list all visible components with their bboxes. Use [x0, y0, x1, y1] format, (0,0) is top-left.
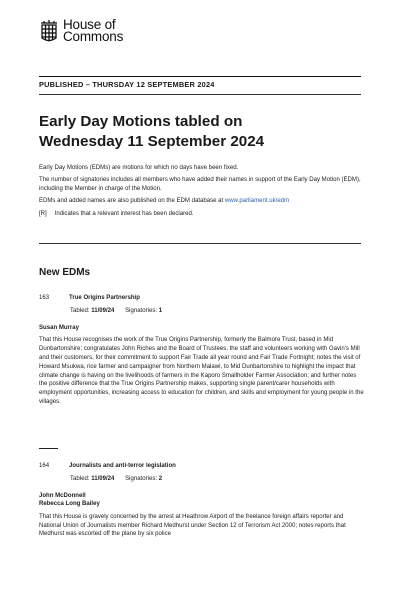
logo-wordmark [63, 19, 123, 43]
edm-title: Journalists and anti-terror legislation [69, 463, 176, 469]
intro-paragraph-3-text: EDMs and added names are also published on the EDM database at [39, 198, 225, 205]
intro-paragraph-2: The number of signatories includes all members who have added their names in support of the Early Day Motion (EDM), including the Member in charge of the Motion. [39, 177, 361, 192]
edm-sponsors [39, 492, 364, 509]
signatories-label: Signatories: [125, 476, 158, 482]
edm-header [39, 295, 364, 301]
portcullis-icon [39, 19, 59, 45]
intro-divider [39, 243, 361, 244]
edm-database-link[interactable]: www.parliament.uk/edm [224, 198, 290, 205]
signatories-count: 2 [158, 476, 163, 482]
sponsor-name: Susan Murray [39, 325, 79, 331]
logo-line-2: Commons [63, 29, 124, 44]
edm-sponsors [39, 324, 364, 332]
edm-number: 164 [39, 463, 50, 469]
edm-title: True Origins Partnership [69, 295, 140, 301]
intro-paragraph-1: Early Day Motions (EDMs) are motions for which no days have been fixed. [39, 165, 239, 171]
sponsor-name: Rebecca Long Bailey [39, 501, 100, 508]
relevant-interest-tag: [R] [39, 210, 47, 217]
sponsor-name: John McDonnell [39, 493, 86, 499]
title-line-1: Early Day Motions tabled on [39, 113, 243, 130]
page-title [39, 112, 359, 152]
signatories-count: 1 [158, 308, 163, 314]
edm-item [39, 463, 364, 539]
house-of-commons-logo [39, 19, 123, 45]
edm-number: 163 [39, 295, 50, 301]
tabled-date: 11/09/24 [91, 476, 115, 482]
tabled-label: Tabled: [70, 476, 90, 482]
edm-motion-text: That this House recognises the work of the True Origins Partnership, formerly the Balmore Trust, based in Mid Dunbartonshire; congratulates John Riches and the Board of Trustees, the staff and volunteers working with Gavin's Mill and their customers, for their commitment to support Fair Trade all year round and Fair Trade Fortnight; notes the visit of Howard Msukwa, rice farmer and campaigner from Northern Malawi, to Mid Dunbartonshire to highlight the impact that climate change is having on the livelihoods of farmers in the Kaporo Smallholder Farmer Association; and further notes the positive difference that the True Origins Partnership makes, supporting single parent/carer households with employment opportunities, increasing access to education for children, and skills and employment for young people in the villages. [39, 337, 364, 405]
published-top-rule [39, 76, 361, 77]
intro-section [39, 164, 364, 222]
edm-item [39, 295, 364, 407]
section-heading: New EDMs [39, 267, 91, 278]
edm-separator [39, 448, 58, 449]
title-line-2: Wednesday 11 September 2024 [39, 133, 265, 150]
intro-paragraph-4-text: Indicates that a relevant interest has been declared. [54, 210, 194, 217]
tabled-label: Tabled: [70, 308, 90, 314]
logo-line-1: House of [63, 17, 116, 32]
edm-meta [70, 476, 364, 482]
published-date: PUBLISHED – THURSDAY 12 SEPTEMBER 2024 [39, 80, 215, 89]
edm-meta [70, 308, 364, 314]
intro-paragraph-4 [39, 210, 364, 218]
published-bottom-rule [39, 94, 361, 95]
intro-paragraph-3 [39, 197, 364, 205]
tabled-date: 11/09/24 [91, 308, 115, 314]
edm-header [39, 463, 364, 469]
signatories-label: Signatories: [125, 308, 158, 314]
edm-motion-text: That this House is gravely concerned by the arrest at Heathrow Airport of the freelance foreign affairs reporter and National Union of Journalists member Richard Medhurst under Section 12 of Terrorism Act 2000; notes reports that Medhurst was escorted off the plane by six police [39, 513, 346, 538]
